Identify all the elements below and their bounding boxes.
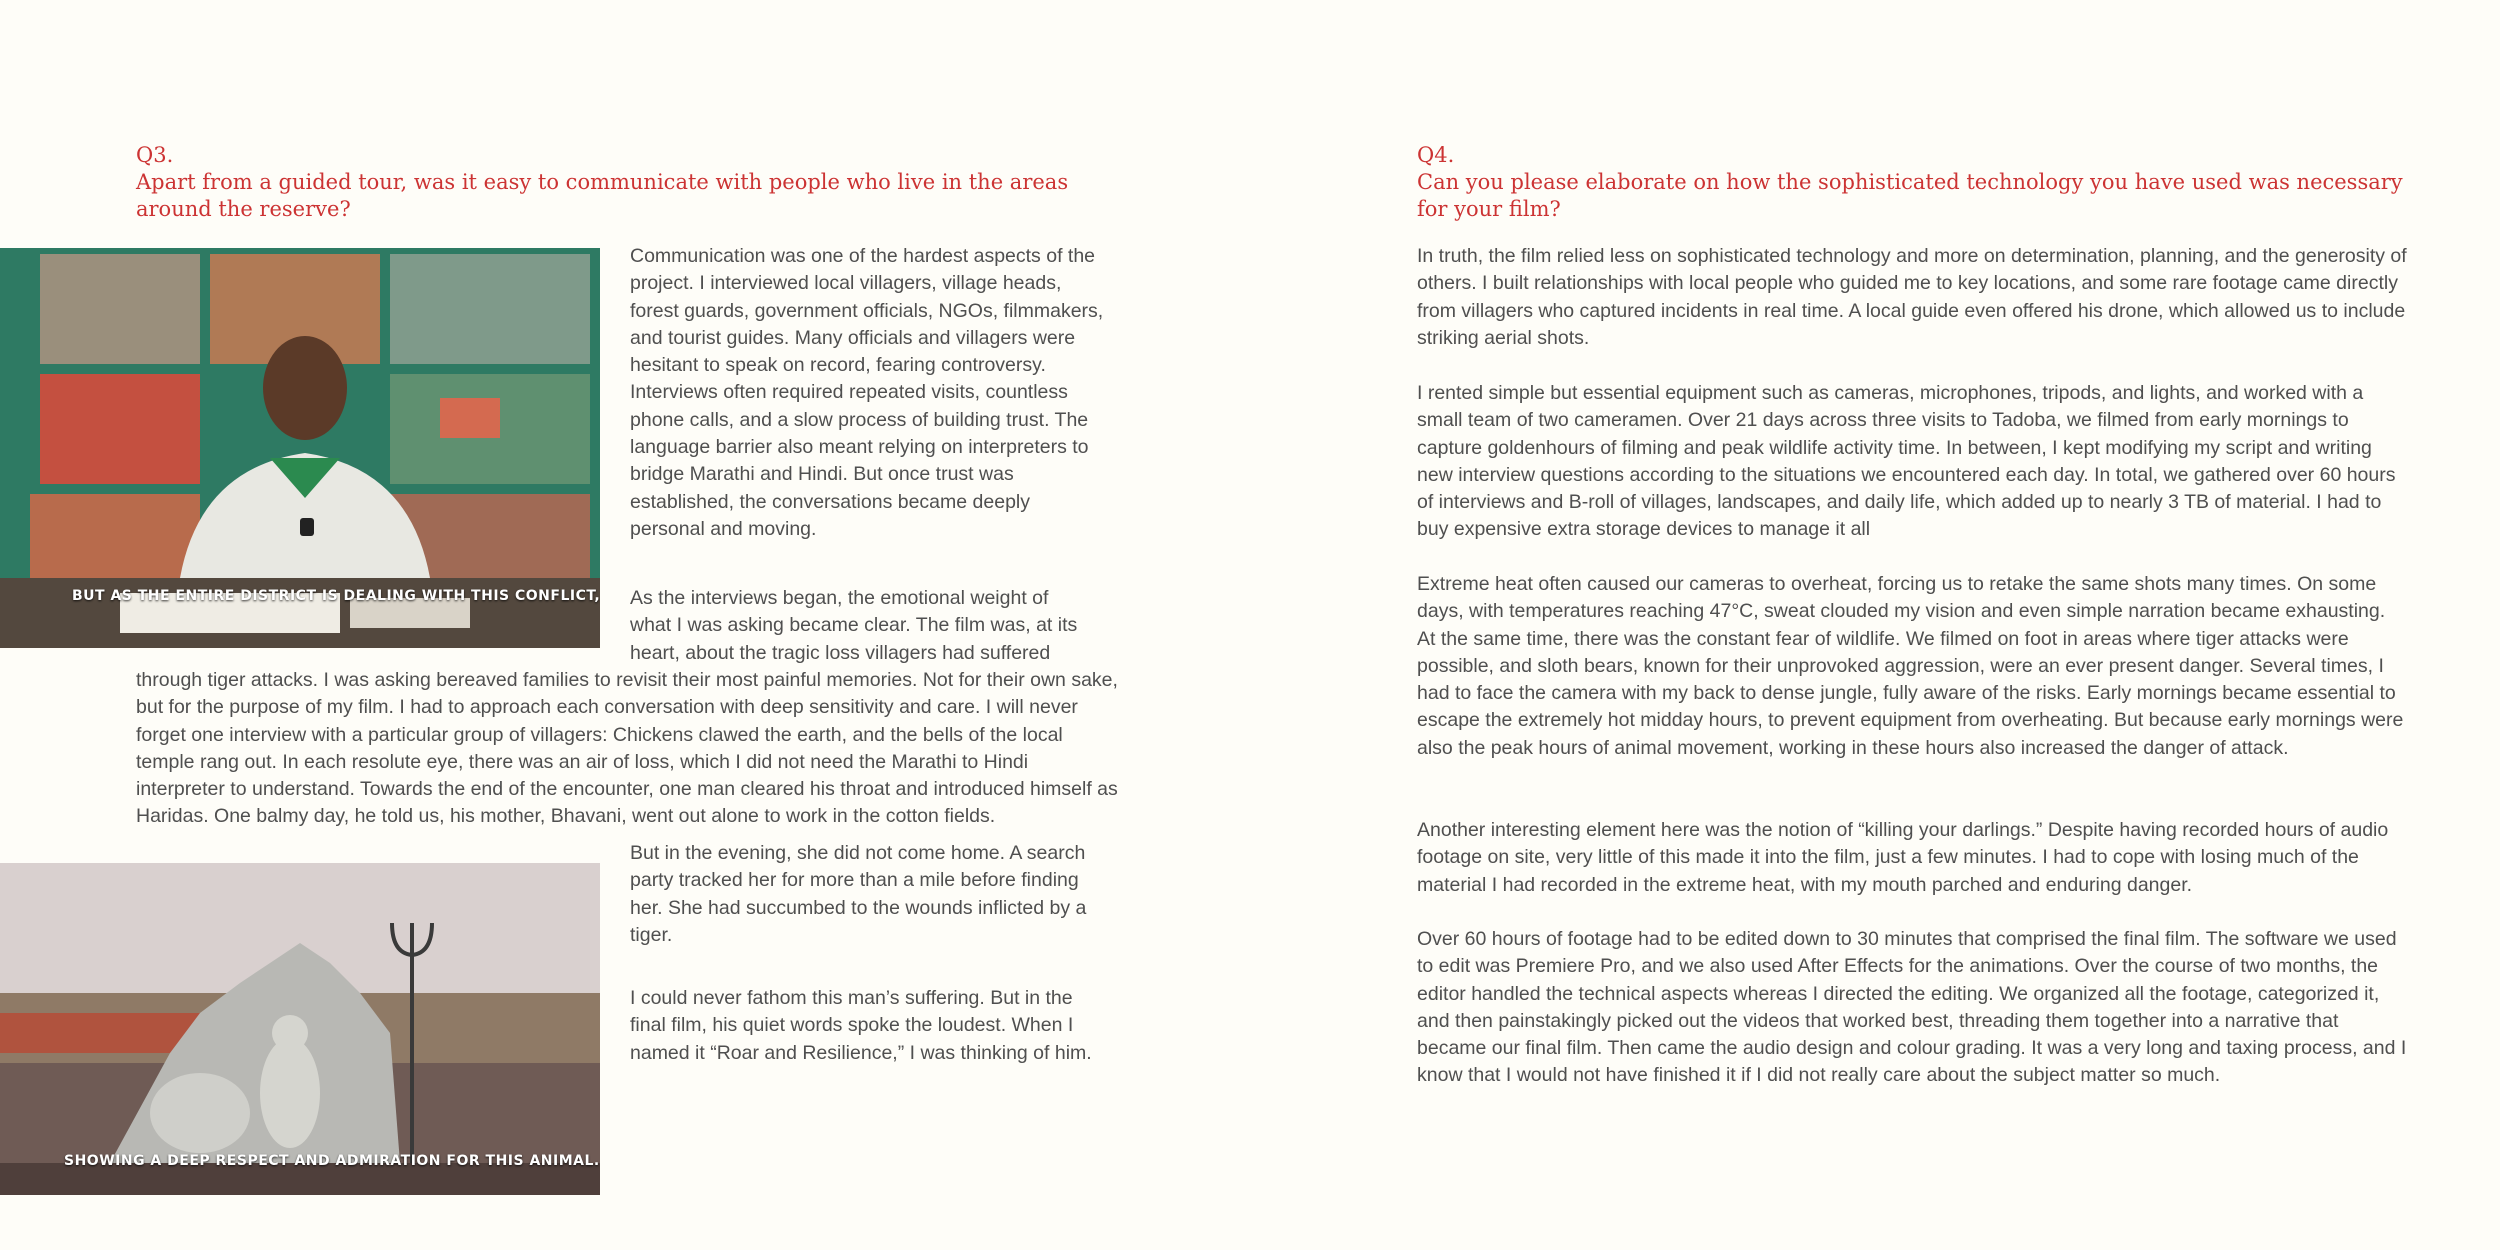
interview-photo-caption: BUT AS THE ENTIRE DISTRICT IS DEALING WITH THIS CONFLICT,: [72, 588, 600, 604]
q4-paragraph-4: Another interesting element here was the notion of “killing your darlings.” Despite having recorded hours of audio footage on site, very little of this made it into the film, just a few minutes. I had to cope with losing much of the material I had recorded in the extreme heat, with my mouth parched and enduring danger.: [1417, 819, 2389, 896]
q4-paragraph-1: In truth, the film relied less on sophisticated technology and more on determination, planning, and the generosity of others. I built relationships with local people who guided me to key locations, and some rare footage came directly from villagers who captured incidents in real time. A local guide even offered his drone, which allowed us to include striking aerial shots.: [1417, 245, 2407, 349]
memorial-photo: [0, 863, 600, 1195]
q4-section: [1250, 0, 2500, 1250]
q3-paragraph-2: through tiger attacks. I was asking bereaved families to revisit their most painful memories. Not for their own sake, but for the purpose of my film. I had to approach each conversation with deep sensitivity and care. I will never forget one interview with a particular group of villagers: Chickens clawed the earth, and the bells of the local temple rang out. In each resolute eye, there was an air of loss, which I did not need the Marathi to Hindi interpreter to understand. Towards the end of the encounter, one man cleared his throat and introduced himself as Haridas. One balmy day, he told us, his mother, Bhavani, went out alone to work in the cotton fields.: [136, 669, 1118, 828]
q3-heading: [136, 142, 1096, 223]
q3-paragraph-3: I could never fathom this man’s suffering. But in the final film, his quiet words spoke the loudest. When I named it “Roar and Resilience,” I was thinking of him.: [630, 987, 1092, 1064]
q3-paragraph-2-start: As the interviews began, the emotional weight of what I was asking became clear. The film was, at its heart, about the tragic loss villagers had suffered: [630, 587, 1078, 664]
q4-paragraph-5: Over 60 hours of footage had to be edited down to 30 minutes that comprised the final film. The software we used to edit was Premiere Pro, and we also used After Effects for the animations. Over the course of two months, the editor handled the technical aspects whereas I directed the editing. We organized all the footage, categorized it, and then painstakingly picked out the videos that worked best, threading them together into a narrative that became our final film. Then came the audio design and colour grading. It was a very long and taxing process, and I know that I would not have finished it if I did not really care about the subject matter so much.: [1417, 928, 2407, 1087]
q4-number: Q4.: [1417, 143, 1455, 167]
memorial-photo-caption: SHOWING A DEEP RESPECT AND ADMIRATION FOR THIS ANIMAL.: [64, 1153, 600, 1169]
q4-paragraph-3: Extreme heat often caused our cameras to overheat, forcing us to retake the same shots many times. On some days, with temperatures reaching 47°C, sweat clouded my vision and even simple narration became exhausting. At the same time, there was the constant fear of wildlife. We filmed on foot in areas where tiger attacks were possible, and sloth bears, known for their unprovoked aggression, were an ever present danger. Several times, I had to face the camera with my back to dense jungle, fully aware of the risks. Early mornings became essential to escape the extremely hot midday hours, to prevent equipment from overheating. But because early mornings were also the peak hours of animal movement, working in these hours also increased the danger of attack.: [1417, 573, 2404, 759]
q4-paragraph-2: I rented simple but essential equipment such as cameras, microphones, tripods, and lights, and worked with a small team of two cameramen. Over 21 days across three visits to Tadoba, we filmed from early mornings to capture goldenhours of filming and peak wildlife activity time. In between, I kept modifying my script and writing new interview questions according to the situations we encountered each day. In total, we gathered over 60 hours of interviews and B-roll of villages, landscapes, and daily life, which added up to nearly 3 TB of material. I had to buy expensive extra storage devices to manage it all: [1417, 382, 2396, 541]
interview-photo: [0, 248, 600, 648]
q3-paragraph-2-end: But in the evening, she did not come home. A search party tracked her for more than a mile before finding her. She had succumbed to the wounds inflicted by a tiger.: [630, 842, 1087, 946]
q3-paragraph-1: Communication was one of the hardest aspects of the project. I interviewed local villagers, village heads, forest guards, government officials, NGOs, filmmakers, and tourist guides. Many officials and villagers were hesitant to speak on record, fearing controversy. Interviews often required repeated visits, countless phone calls, and a slow process of building trust. The language barrier also meant relying on interpreters to bridge Marathi and Hindi. But once trust was established, the conversations became deeply personal and moving.: [630, 245, 1104, 540]
q3-number: Q3.: [136, 143, 174, 167]
q4-question: Can you please elaborate on how the sophisticated technology you have used was necessary for your film?: [1417, 170, 2403, 221]
q3-question: Apart from a guided tour, was it easy to communicate with people who live in the areas around the reserve?: [136, 170, 1069, 221]
q4-heading: [1417, 142, 2417, 223]
